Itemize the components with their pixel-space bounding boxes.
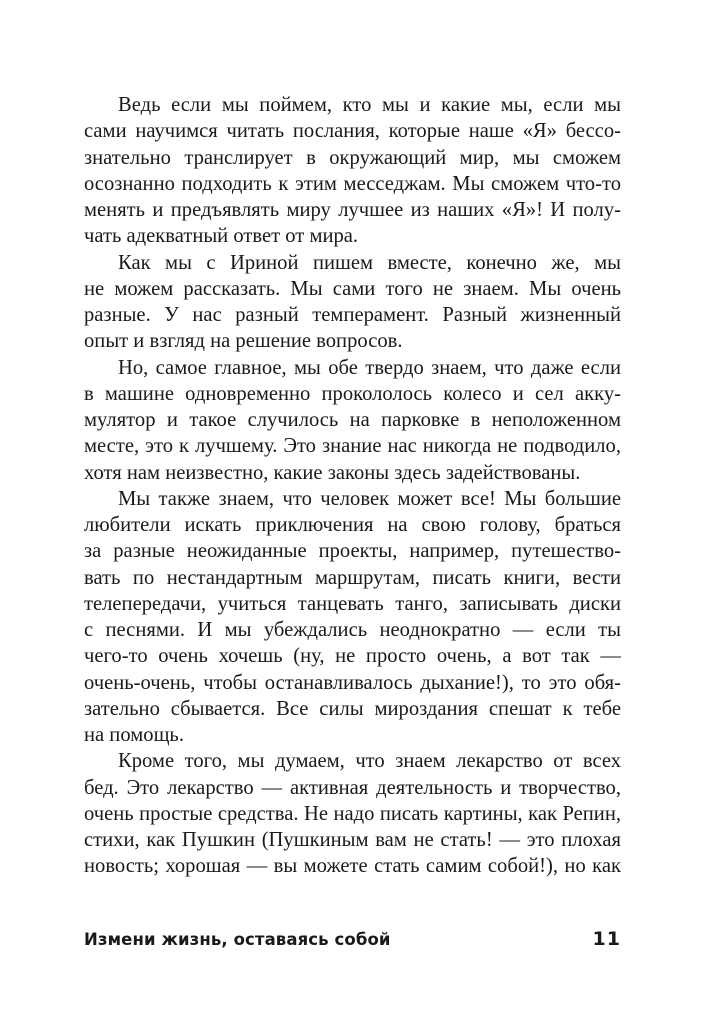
text-line: Кроме того, мы думаем, что знаем лекарство от всех bbox=[118, 750, 621, 773]
page-number: 11 bbox=[592, 928, 621, 950]
text-line: с песнями. И мы убеждались неоднократно — если ты bbox=[84, 619, 621, 641]
text-line: в машине одновременно прокололось колесо и сел акку- bbox=[84, 382, 621, 405]
text-line: менять и предъявлять миру лучшее из наших «Я»! И полу- bbox=[84, 199, 621, 221]
text-line: новость; хорошая — вы можете стать самим собой!), но как bbox=[84, 855, 621, 878]
text-line: Как мы с Ириной пишем вместе, конечно же, мы bbox=[118, 251, 621, 274]
book-title: Измени жизнь, оставаясь собой bbox=[84, 930, 391, 949]
text-line: чать адекватный ответ от мира. bbox=[84, 225, 359, 248]
text-line: сами научимся читать послания, которые наше «Я» бессо- bbox=[84, 120, 621, 143]
text-line: стихи, как Пушкин (Пушкиным вам не стать! — это плохая bbox=[84, 829, 621, 851]
text-line: любители искать приключения на свою голову, браться bbox=[84, 514, 621, 536]
text-line: зательно сбывается. Все силы мироздания спешат к тебе bbox=[84, 697, 621, 720]
text-line: Мы также знаем, что человек может все! Мы большие bbox=[118, 487, 621, 510]
text-line: не можем рассказать. Мы сами того не знаем. Мы очень bbox=[84, 277, 621, 300]
text-line: очень-очень, чтобы останавливалось дыхание!), то это обя- bbox=[84, 671, 621, 694]
text-line: разные. У нас разный темперамент. Разный жизненный bbox=[84, 304, 621, 326]
text-line: очень простые средства. Не надо писать картины, как Репин, bbox=[84, 802, 621, 825]
text-line: чего-то очень хочешь (ну, не просто очень, а вот так — bbox=[84, 645, 621, 668]
text-line: знательно транслирует в окружающий мир, мы сможем bbox=[84, 146, 621, 169]
text-line: опыт и взгляд на решение вопросов. bbox=[84, 330, 403, 353]
text-line: бед. Это лекарство — активная деятельность и творчество, bbox=[84, 776, 621, 799]
text-line: Но, самое главное, мы обе твердо знаем, что даже если bbox=[118, 356, 621, 379]
text-line: месте, это к лучшему. Это знание нас никогда не подводило, bbox=[84, 435, 621, 458]
text-line: за разные неожиданные проекты, например, путешество- bbox=[84, 540, 621, 563]
text-line: телепередачи, учиться танцевать танго, записывать диски bbox=[84, 592, 621, 615]
text-line: Ведь если мы поймем, кто мы и какие мы, если мы bbox=[118, 94, 621, 116]
running-footer bbox=[84, 926, 621, 954]
text-line: вать по нестандартным маршрутам, писать книги, вести bbox=[84, 566, 621, 589]
text-line: на помощь. bbox=[84, 724, 184, 746]
text-line: хотя нам неизвестно, какие законы здесь задействованы. bbox=[84, 461, 581, 484]
page-body-text bbox=[84, 92, 621, 880]
text-line: осознанно подходить к этим месседжам. Мы сможем что-то bbox=[84, 172, 621, 195]
text-line: мулятор и такое случилось на парковке в неположенном bbox=[84, 409, 621, 431]
